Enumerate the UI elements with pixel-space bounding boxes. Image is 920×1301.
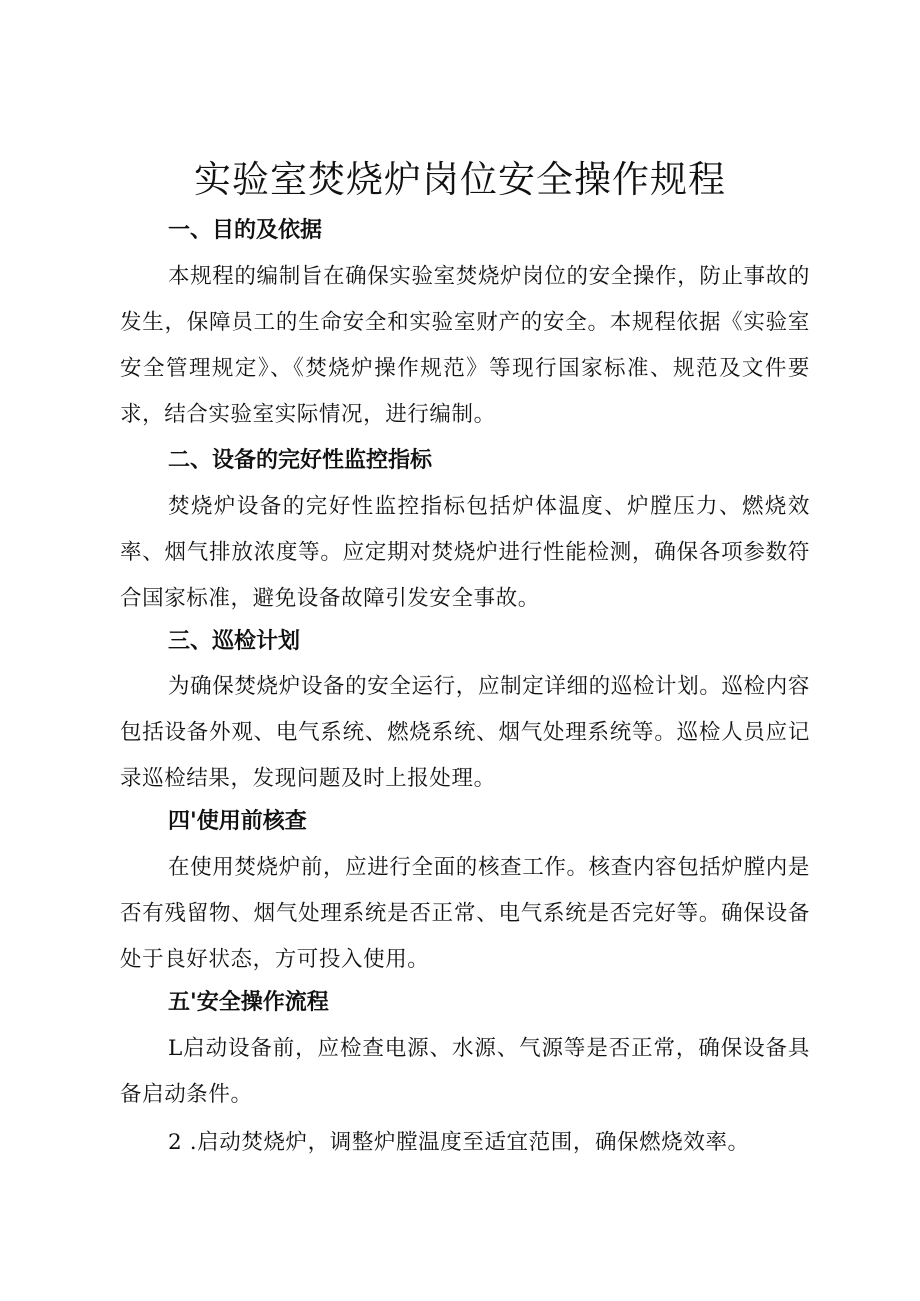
procedure-step-1: L启动设备前，应检查电源、水源、气源等是否正常，确保设备具备启动条件。 [120, 1036, 810, 1107]
section-paragraph-inspection: 为确保焚烧炉设备的安全运行，应制定详细的巡检计划。巡检内容包括设备外观、电气系统、燃烧系统、烟气处理系统等。巡检人员应记录巡检结果，发现问题及时上报处理。 [120, 674, 810, 791]
section-paragraph-precheck: 在使用焚烧炉前，应进行全面的核查工作。核查内容包括炉膛内是否有残留物、烟气处理系统是否正常、电气系统是否完好等。确保设备处于良好状态，方可投入使用。 [120, 855, 810, 972]
section-heading-purpose: 一、目的及依据 [168, 218, 323, 243]
section-paragraph-monitoring: 焚烧炉设备的完好性监控指标包括炉体温度、炉膛压力、燃烧效率、烟气排放浓度等。应定期对焚烧炉进行性能检测，确保各项参数符合国家标准，避免设备故障引发安全事故。 [120, 494, 810, 611]
section-heading-inspection: 三、巡检计划 [168, 629, 301, 654]
document-title: 实验室焚烧炉岗位安全操作规程 [194, 158, 726, 201]
section-heading-monitoring: 二、设备的完好性监控指标 [168, 448, 433, 473]
section-heading-procedure: 五'安全操作流程 [168, 990, 329, 1015]
section-heading-precheck: 四'使用前核查 [168, 809, 307, 834]
section-paragraph-purpose: 本规程的编制旨在确保实验室焚烧炉岗位的安全操作，防止事故的发生，保障员工的生命安全和实验室财产的安全。本规程依据《实验室安全管理规定》、《焚烧炉操作规范》等现行国家标准、规范及文件要求，结合实验室实际情况，进行编制。 [120, 264, 810, 427]
procedure-step-2: 2 .启动焚烧炉，调整炉膛温度至适宜范围，确保燃烧效率。 [168, 1130, 750, 1155]
